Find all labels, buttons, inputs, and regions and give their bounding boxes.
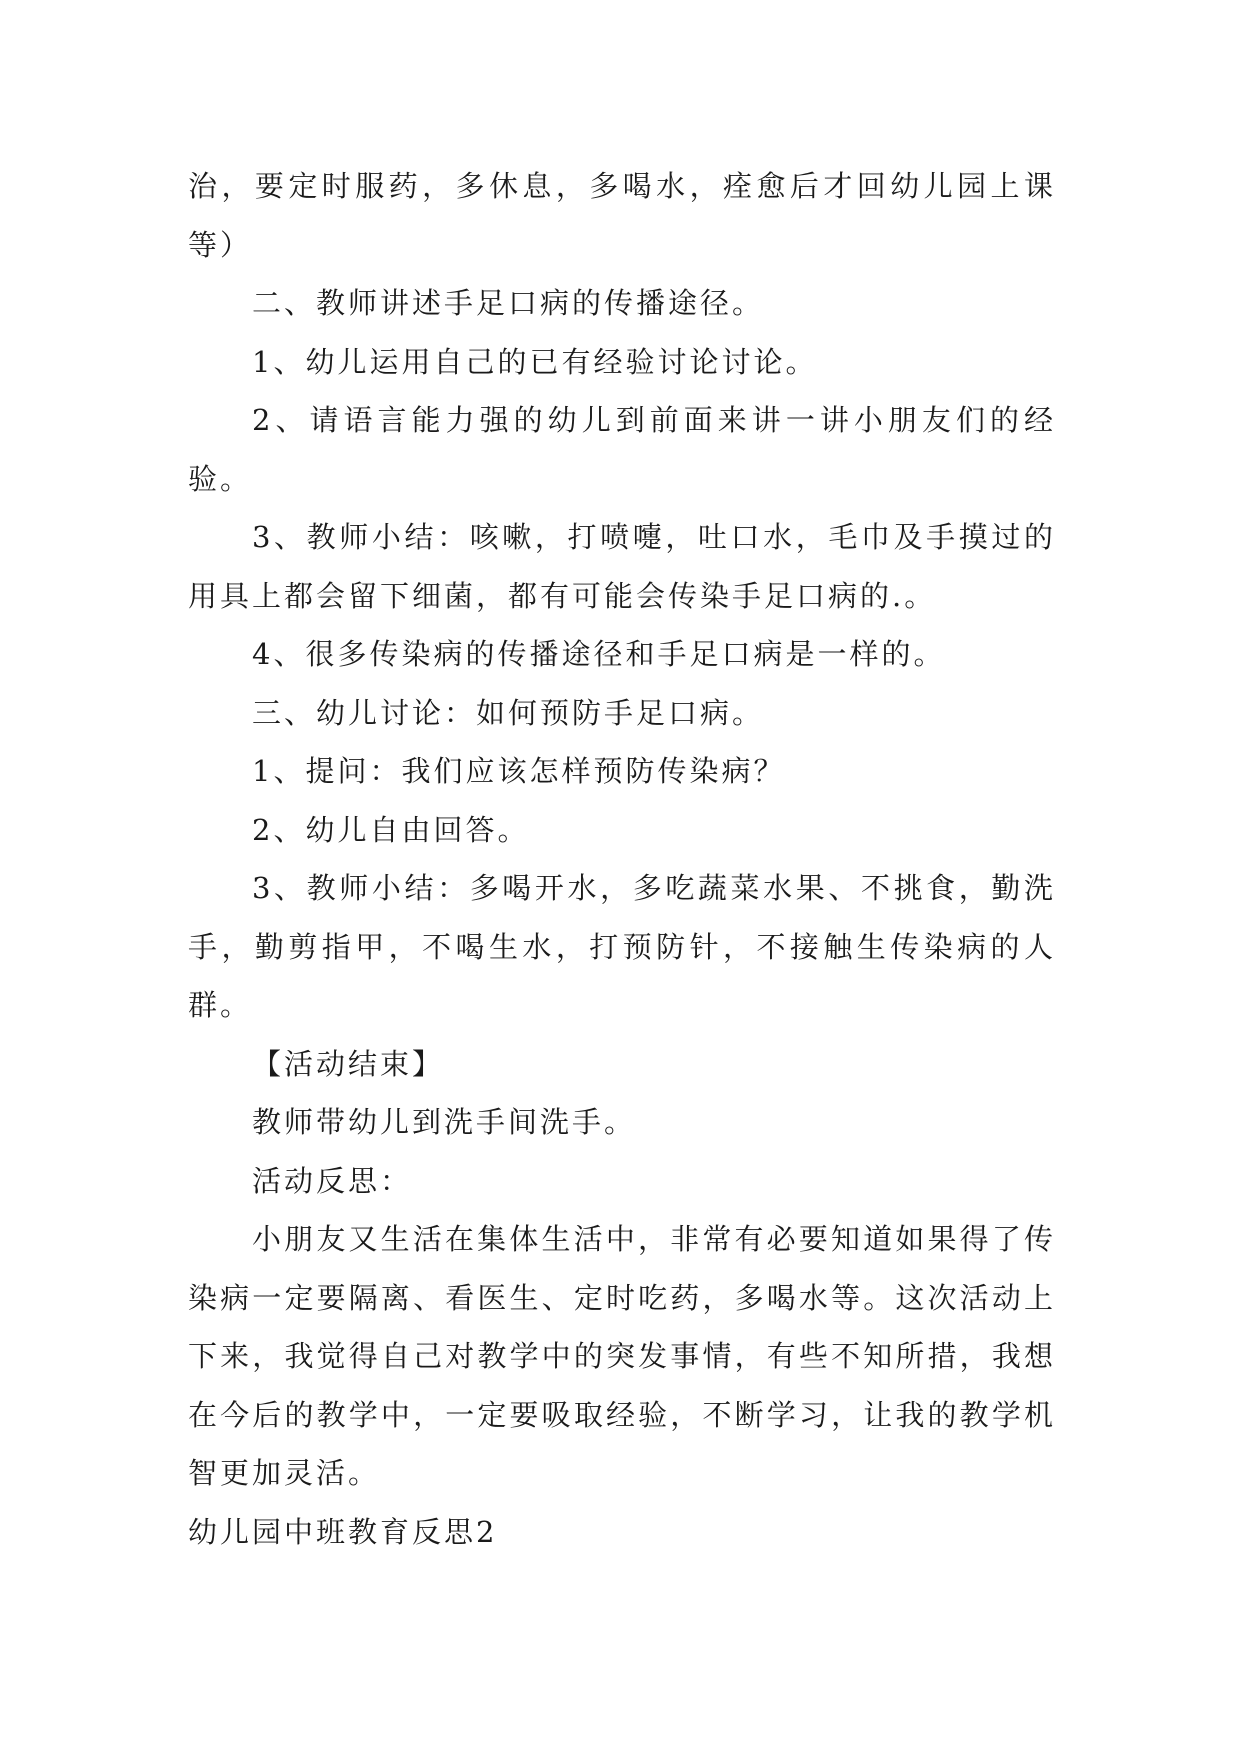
paragraph: 小朋友又生活在集体生活中，非常有必要知道如果得了传染病一定要隔离、看医生、定时吃药，多喝水等。这次活动上下来，我觉得自己对教学中的突发事情，有些不知所措，我想在今后的教学中，一定要吸取经验，不断学习，让我的教学机智更加灵活。 <box>188 1222 1056 1490</box>
section-heading: 活动反思： <box>252 1163 413 1198</box>
paragraph: 3、教师小结：多喝开水，多吃蔬菜水果、不挑食，勤洗手，勤剪指甲，不喝生水，打预防针，不接触生传染病的人群。 <box>188 871 1056 1022</box>
paragraph: 教师带幼儿到洗手间洗手。 <box>252 1105 637 1139</box>
section-heading: 【活动结束】 <box>252 1046 445 1081</box>
paragraph: 2、幼儿自由回答。 <box>252 812 530 847</box>
section-heading: 二、教师讲述手足口病的传播途径。 <box>252 286 765 320</box>
paragraph: 4、很多传染病的传播途径和手足口病是一样的。 <box>252 637 946 671</box>
section-heading: 三、幼儿讨论：如何预防手足口病。 <box>252 695 765 730</box>
document-body <box>188 157 1056 1561</box>
document-title: 幼儿园中班教育反思2 <box>188 1514 498 1549</box>
paragraph: 治，要定时服药，多休息，多喝水，痊愈后才回幼儿园上课等） <box>188 169 1056 262</box>
paragraph: 2、请语言能力强的幼儿到前面来讲一讲小朋友们的经验。 <box>188 403 1056 496</box>
paragraph: 1、幼儿运用自己的已有经验讨论讨论。 <box>252 344 818 379</box>
paragraph: 3、教师小结：咳嗽，打喷嚏，吐口水，毛巾及手摸过的用具上都会留下细菌，都有可能会传染手足口病的.。 <box>188 520 1056 613</box>
paragraph: 1、提问：我们应该怎样预防传染病？ <box>252 754 786 788</box>
